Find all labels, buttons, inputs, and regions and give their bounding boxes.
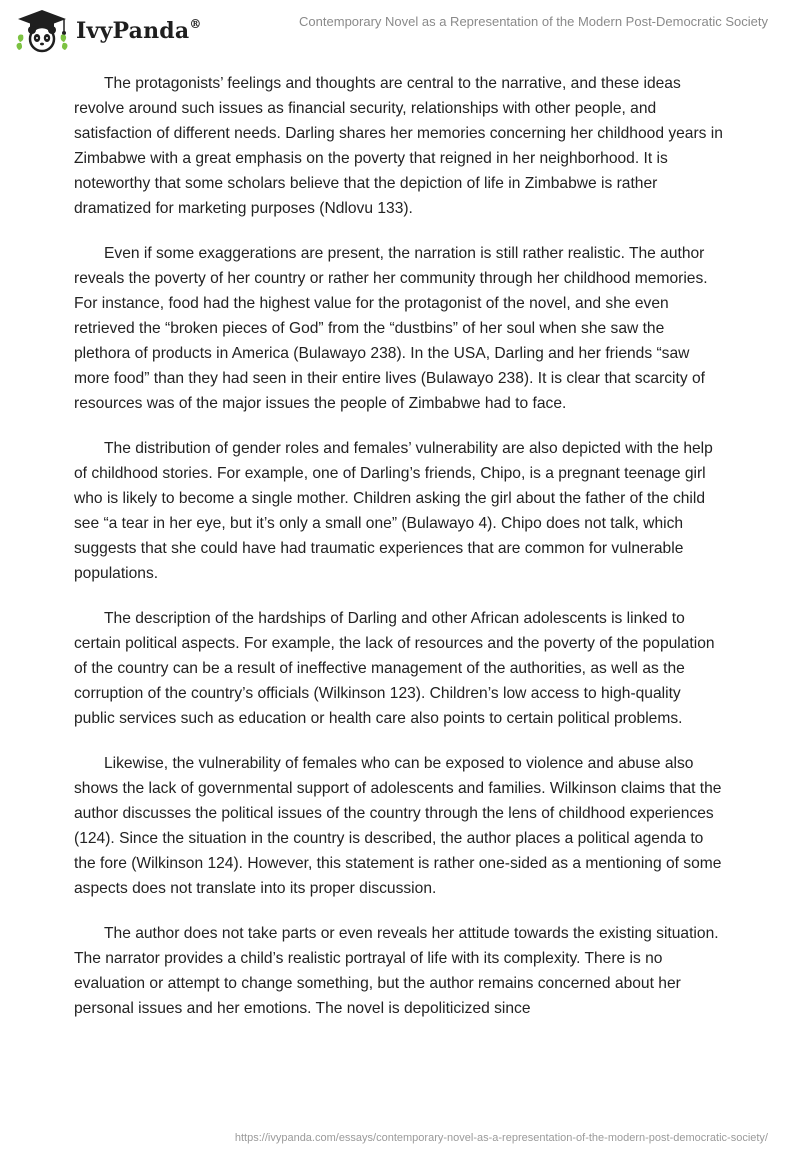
essay-body (74, 71, 724, 1041)
paragraph: The protagonists’ feelings and thoughts are central to the narrative, and these ideas revolve around such issues as financial security, relationships with other people, and satisfaction of different needs. Darling shares her memories concerning her childhood years in Zimbabwe with a great emphasis on the poverty that reigned in her neighborhood. It is noteworthy that some scholars believe that the depiction of life in Zimbabwe is rather dramatized for marketing purposes (Ndlovu 133). (74, 75, 723, 217)
brand-name: IvyPanda® (76, 16, 202, 44)
paragraph: The description of the hardships of Darling and other African adolescents is linked to certain political aspects. For example, the lack of resources and the poverty of the population of the country can be a result of ineffective management of the authorities, as well as the corruption of the country’s officials (Wilkinson 123). Children’s low access to high-quality public services such as education or health care also points to certain political problems. (74, 610, 715, 727)
paragraph: The author does not take parts or even reveals her attitude towards the existing situation. The narrator provides a child’s realistic portrayal of life with its complexity. There is no evaluation or attempt to change something, but the author remains concerned about her personal issues and her emotions. The novel is depoliticized since (74, 925, 719, 1017)
page-header (0, 0, 800, 60)
paragraph: Likewise, the vulnerability of females who can be exposed to violence and abuse also shows the lack of governmental support of adolescents and families. Wilkinson claims that the author discusses the political issues of the country through the lens of childhood experiences (124). Since the situation in the country is described, the author places a political agenda to the fore (Wilkinson 124). However, this statement is rather one-sided as a mentioning of some aspects does not translate into its proper discussion. (74, 755, 722, 897)
brand-logo[interactable] (14, 8, 202, 54)
document-title: Contemporary Novel as a Representation of the Modern Post-Democratic Society (299, 14, 768, 29)
source-url[interactable]: https://ivypanda.com/essays/contemporary-novel-as-a-representation-of-the-modern-post-democratic-society/ (234, 1132, 768, 1144)
paragraph: Even if some exaggerations are present, the narration is still rather realistic. The author reveals the poverty of her country or rather her community through her childhood memories. For instance, food had the highest value for the protagonist of the novel, and she even retrieved the “broken pieces of God” from the “dustbins” of her soul when she saw the plethora of products in America (Bulawayo 238). In the USA, Darling and her friends “saw more food” than they had seen in their entire lives (Bulawayo 238). It is clear that scarcity of resources was of the major issues the people of Zimbabwe had to face. (74, 245, 708, 412)
panda-graduate-icon (14, 8, 70, 54)
paragraph: The distribution of gender roles and females’ vulnerability are also depicted with the help of childhood stories. For example, one of Darling’s friends, Chipo, is a pregnant teenage girl who is likely to become a single mother. Children asking the girl about the father of the child see “a tear in her eye, but it’s only a small one” (Bulawayo 4). Chipo does not talk, which suggests that she could have had traumatic experiences that are common for vulnerable populations. (74, 440, 713, 582)
